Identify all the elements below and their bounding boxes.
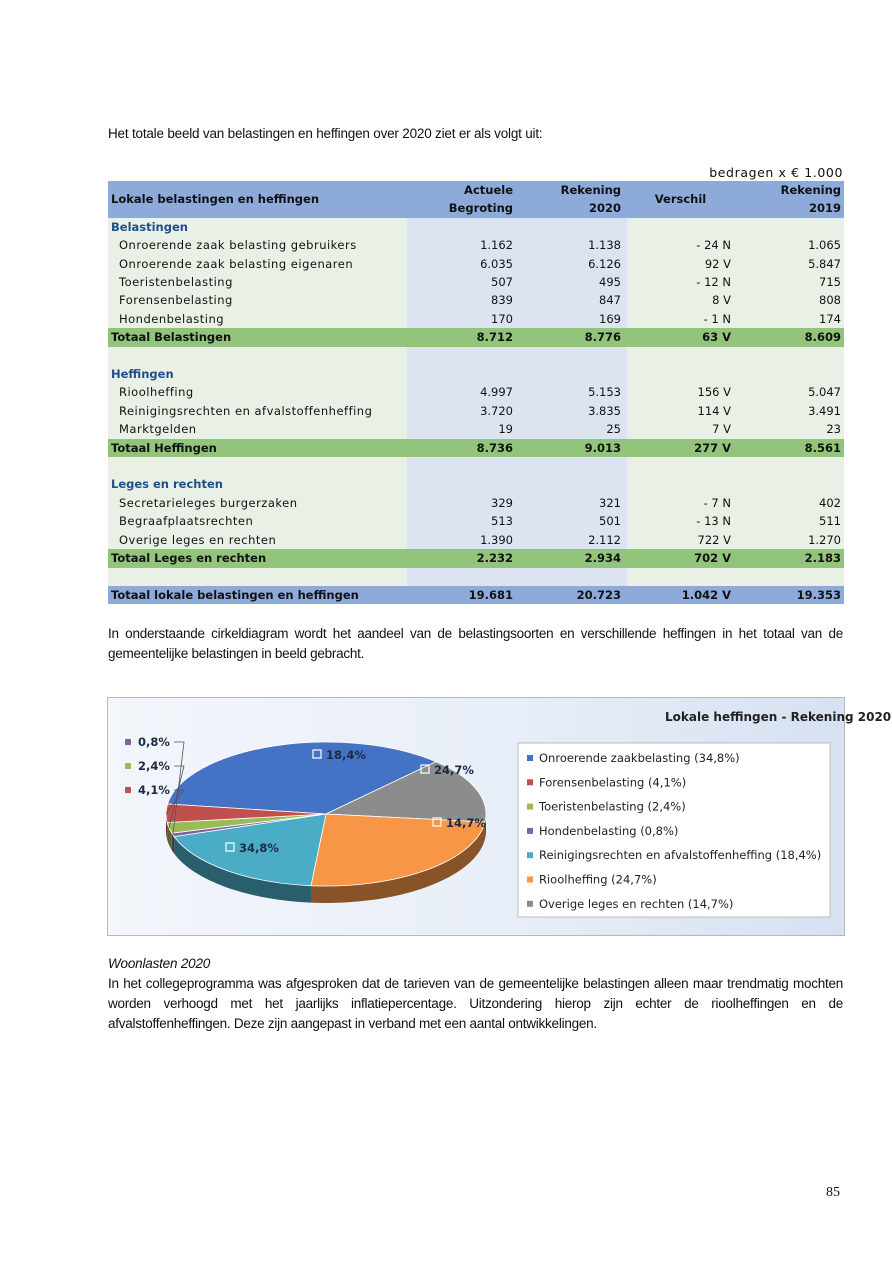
pie-chart — [108, 698, 892, 935]
chart-legend — [518, 743, 830, 917]
cell-rekening-2020: 20.723 — [519, 586, 627, 604]
cell-rekening-2020: 6.126 — [519, 255, 627, 273]
row-label: Totaal Leges en rechten — [108, 549, 407, 567]
cell-rekening-2020: 2.112 — [519, 531, 627, 549]
legend-swatch — [527, 901, 533, 907]
table-header-row — [108, 181, 844, 218]
data-label-text: 34,8% — [239, 841, 279, 855]
cell-verschil: 722 V — [627, 531, 734, 549]
cell-rekening-2019: 715 — [734, 273, 844, 291]
section-cell — [734, 218, 844, 236]
legend-swatch — [527, 779, 533, 785]
cell-verschil: 92 V — [627, 255, 734, 273]
cell-rekening-2020: 25 — [519, 420, 627, 438]
cell-rekening-2019: 1.270 — [734, 531, 844, 549]
cell-rekening-2020: 847 — [519, 291, 627, 309]
row-label: Hondenbelasting — [108, 310, 407, 328]
cell-rekening-2019: 1.065 — [734, 236, 844, 254]
section-cell — [627, 475, 734, 493]
cell-verschil: 1.042 V — [627, 586, 734, 604]
page-number: 85 — [826, 1185, 840, 1200]
cell-rekening-2019: 5.047 — [734, 383, 844, 401]
row-label: Rioolheffing — [108, 383, 407, 401]
data-label-text: 4,1% — [138, 783, 170, 797]
cell-begroting: 2.232 — [407, 549, 519, 567]
row-label: Secretarieleges burgerzaken — [108, 494, 407, 512]
cell-verschil: - 7 N — [627, 494, 734, 512]
cell-begroting: 170 — [407, 310, 519, 328]
cell-rekening-2019: 23 — [734, 420, 844, 438]
cell-rekening-2020: 169 — [519, 310, 627, 328]
paragraph-pie-intro: In onderstaande cirkeldiagram wordt het aandeel van de belastingsoorten en verschillende heffingen in het totaal van de gemeentelijke belastingen in beeld gebracht. — [108, 626, 843, 661]
table-row — [108, 512, 844, 530]
row-label: Totaal Belastingen — [108, 328, 407, 346]
cell-rekening-2019: 3.491 — [734, 402, 844, 420]
cell-begroting: 839 — [407, 291, 519, 309]
cell-verschil: 156 V — [627, 383, 734, 401]
section-cell — [407, 365, 519, 383]
cell-rekening-2020: 1.138 — [519, 236, 627, 254]
paragraph-woonlasten: In het collegeprogramma was afgesproken dat de tarieven van de gemeentelijke belastingen alleen maar trendmatig mochten worden verhoogd met het jaarlijks inflatiepercentage. Uitzondering hierop zijn echter de rioolheffingen en de afvalstoffenheffingen. Deze zijn aangepast in verband met een aantal ontwikkelingen. — [108, 976, 843, 1031]
cell-verschil: 7 V — [627, 420, 734, 438]
cell-begroting: 3.720 — [407, 402, 519, 420]
cell-rekening-2020: 2.934 — [519, 549, 627, 567]
cell-verschil: 702 V — [627, 549, 734, 567]
cell-verschil: 114 V — [627, 402, 734, 420]
section-cell — [734, 475, 844, 493]
cell-verschil: 8 V — [627, 291, 734, 309]
legend-swatch — [527, 877, 533, 883]
data-label-text: 14,7% — [446, 816, 486, 830]
table-row — [108, 291, 844, 309]
label-marker — [125, 763, 131, 769]
table-row — [108, 402, 844, 420]
row-label: Marktgelden — [108, 420, 407, 438]
row-label: Totaal Heffingen — [108, 439, 407, 457]
cell-begroting: 1.390 — [407, 531, 519, 549]
cell-rekening-2019: 174 — [734, 310, 844, 328]
cell-begroting: 8.712 — [407, 328, 519, 346]
cell-verschil: - 13 N — [627, 512, 734, 530]
table-row — [108, 273, 844, 291]
row-label: Overige leges en rechten — [108, 531, 407, 549]
header-verschil: Verschil — [627, 181, 734, 218]
woonlasten-heading: Woonlasten 2020 — [108, 956, 211, 971]
spacer-cell — [519, 347, 627, 365]
cell-verschil: - 1 N — [627, 310, 734, 328]
legend-item: Overige leges en rechten (14,7%) — [539, 896, 734, 911]
legend-item: Rioolheffing (24,7%) — [539, 872, 657, 887]
cell-rekening-2019: 808 — [734, 291, 844, 309]
section-cell — [519, 475, 627, 493]
spacer-cell — [108, 457, 407, 475]
spacer-cell — [734, 457, 844, 475]
section-cell — [734, 365, 844, 383]
spacer-cell — [108, 347, 407, 365]
section-cell — [407, 475, 519, 493]
cell-verschil: 277 V — [627, 439, 734, 457]
table-row — [108, 420, 844, 438]
header-rekening-2020: Rekening 2020 — [519, 181, 627, 218]
spacer-row — [108, 568, 844, 586]
cell-verschil: - 12 N — [627, 273, 734, 291]
cell-rekening-2019: 511 — [734, 512, 844, 530]
section-cell — [627, 365, 734, 383]
cell-begroting: 19.681 — [407, 586, 519, 604]
spacer-cell — [627, 568, 734, 586]
cell-begroting: 4.997 — [407, 383, 519, 401]
section-title-row — [108, 218, 844, 236]
legend-swatch — [527, 828, 533, 834]
header-label: Lokale belastingen en heffingen — [108, 181, 407, 218]
cell-begroting: 19 — [407, 420, 519, 438]
unit-note: bedragen x € 1.000 — [709, 165, 843, 180]
section-title: Heffingen — [108, 365, 407, 383]
label-marker — [125, 787, 131, 793]
data-label-text: 2,4% — [138, 759, 170, 773]
legend-swatch — [527, 755, 533, 761]
row-label: Onroerende zaak belasting gebruikers — [108, 236, 407, 254]
table-row — [108, 236, 844, 254]
table-row — [108, 255, 844, 273]
total-row — [108, 439, 844, 457]
legend-item: Reinigingsrechten en afvalstoffenheffing (18,4%) — [539, 848, 822, 863]
data-label-text: 24,7% — [434, 763, 474, 777]
cell-rekening-2020: 9.013 — [519, 439, 627, 457]
section-title: Leges en rechten — [108, 475, 407, 493]
spacer-cell — [407, 568, 519, 586]
tax-table — [108, 181, 844, 604]
cell-verschil: 63 V — [627, 328, 734, 346]
table-row — [108, 531, 844, 549]
data-label-text: 18,4% — [326, 748, 366, 762]
cell-rekening-2020: 3.835 — [519, 402, 627, 420]
header-begroting: Actuele Begroting — [407, 181, 519, 218]
cell-rekening-2019: 8.609 — [734, 328, 844, 346]
legend-swatch — [527, 852, 533, 858]
pie-chart-panel — [107, 697, 892, 936]
section-cell — [627, 218, 734, 236]
row-label: Toeristenbelasting — [108, 273, 407, 291]
table-row — [108, 383, 844, 401]
cell-rekening-2019: 2.183 — [734, 549, 844, 567]
row-label: Begraafplaatsrechten — [108, 512, 407, 530]
spacer-cell — [627, 457, 734, 475]
spacer-cell — [734, 347, 844, 365]
cell-begroting: 329 — [407, 494, 519, 512]
spacer-cell — [627, 347, 734, 365]
row-label: Reinigingsrechten en afvalstoffenheffing — [108, 402, 407, 420]
section-cell — [519, 218, 627, 236]
spacer-cell — [407, 347, 519, 365]
cell-begroting: 1.162 — [407, 236, 519, 254]
cell-rekening-2020: 501 — [519, 512, 627, 530]
cell-rekening-2019: 19.353 — [734, 586, 844, 604]
table-row — [108, 310, 844, 328]
cell-rekening-2019: 5.847 — [734, 255, 844, 273]
chart-title: Lokale heffingen - Rekening 2020 — [665, 710, 892, 724]
legend-item: Forensenbelasting (4,1%) — [539, 775, 687, 790]
legend-item: Onroerende zaakbelasting (34,8%) — [539, 751, 740, 765]
cell-rekening-2019: 402 — [734, 494, 844, 512]
grand-total-row — [108, 586, 844, 604]
spacer-cell — [519, 457, 627, 475]
label-marker — [125, 739, 131, 745]
cell-rekening-2020: 5.153 — [519, 383, 627, 401]
spacer-cell — [108, 568, 407, 586]
data-label-text: 0,8% — [138, 735, 170, 749]
spacer-row — [108, 347, 844, 365]
row-label: Totaal lokale belastingen en heffingen — [108, 586, 407, 604]
section-title: Belastingen — [108, 218, 407, 236]
row-label: Forensenbelasting — [108, 291, 407, 309]
cell-begroting: 6.035 — [407, 255, 519, 273]
cell-begroting: 513 — [407, 512, 519, 530]
cell-begroting: 507 — [407, 273, 519, 291]
table-row — [108, 494, 844, 512]
cell-rekening-2020: 495 — [519, 273, 627, 291]
header-rekening-2019: Rekening 2019 — [734, 181, 844, 218]
legend-item: Toeristenbelasting (2,4%) — [539, 799, 686, 814]
cell-rekening-2020: 8.776 — [519, 328, 627, 346]
spacer-cell — [407, 457, 519, 475]
spacer-cell — [734, 568, 844, 586]
spacer-row — [108, 457, 844, 475]
cell-rekening-2020: 321 — [519, 494, 627, 512]
intro-text: Het totale beeld van belastingen en heffingen over 2020 ziet er als volgt uit: — [108, 126, 543, 141]
section-title-row — [108, 365, 844, 383]
section-cell — [519, 365, 627, 383]
cell-verschil: - 24 N — [627, 236, 734, 254]
legend-swatch — [527, 804, 533, 810]
cell-begroting: 8.736 — [407, 439, 519, 457]
row-label: Onroerende zaak belasting eigenaren — [108, 255, 407, 273]
cell-rekening-2019: 8.561 — [734, 439, 844, 457]
total-row — [108, 549, 844, 567]
total-row — [108, 328, 844, 346]
legend-item: Hondenbelasting (0,8%) — [539, 823, 679, 838]
spacer-cell — [519, 568, 627, 586]
section-title-row — [108, 475, 844, 493]
section-cell — [407, 218, 519, 236]
